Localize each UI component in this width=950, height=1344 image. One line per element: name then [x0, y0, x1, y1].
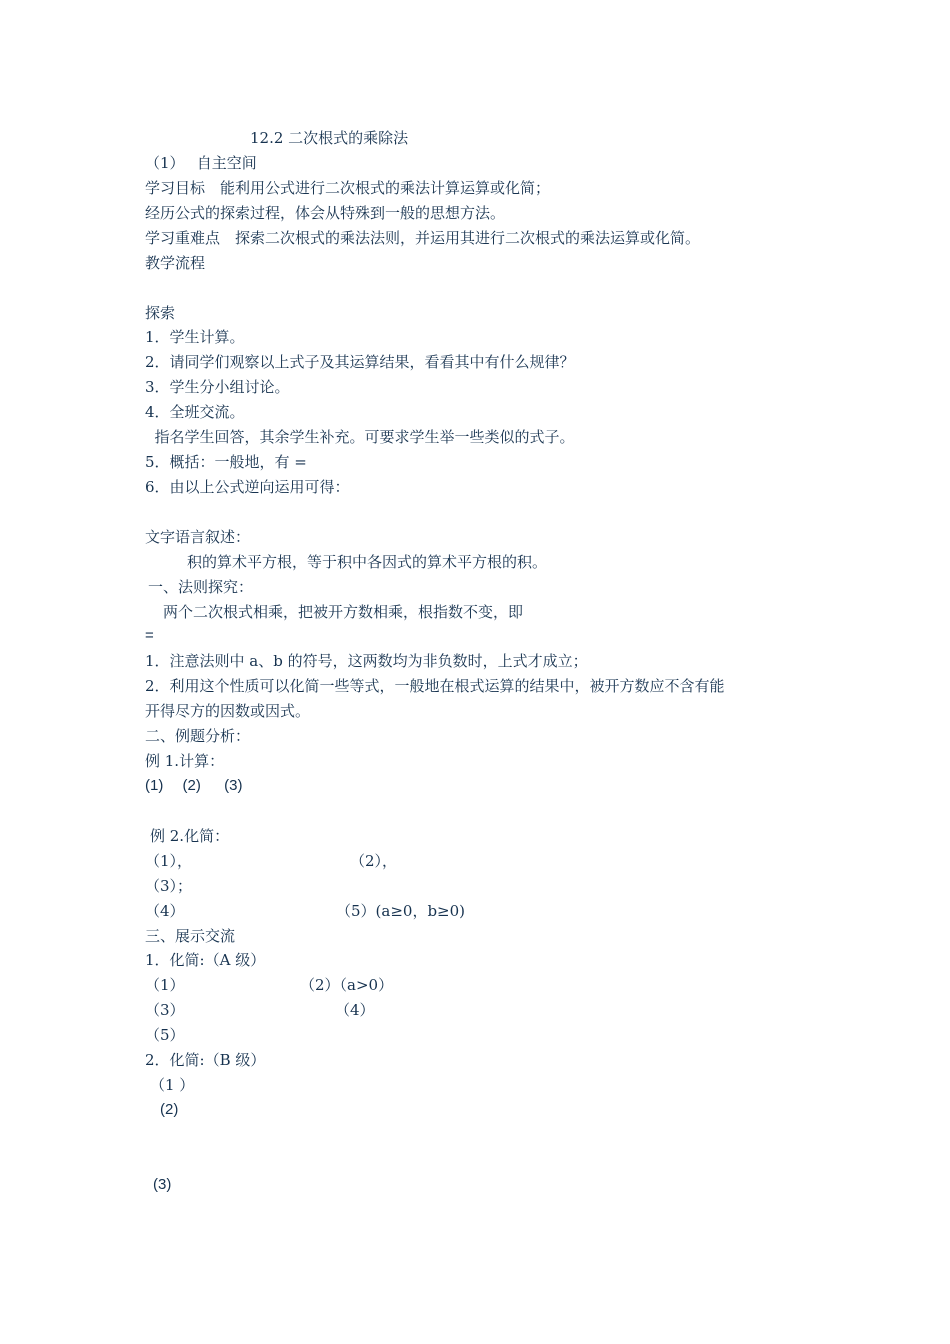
- explore-step-1: 1．学生计算。: [145, 328, 245, 346]
- example-2: 例 2.化简：: [150, 827, 230, 845]
- section-heading: （1） 自主空间: [145, 154, 257, 172]
- doc-title: 12.2 二次根式的乘除法: [250, 129, 409, 147]
- learning-goal: 学习目标 能利用公式进行二次根式的乘法计算运算或化简；: [145, 179, 551, 197]
- rule-equation: =: [145, 627, 154, 644]
- note-2: 2．利用这个性质可以化简一些等式，一般地在根式运算的结果中，被开方数应不含有能: [145, 677, 725, 695]
- show-task-2: 2．化简:（B 级）: [145, 1051, 266, 1069]
- show-task-2-item-1: （1 ）: [150, 1076, 195, 1094]
- example-1-items: (1) (2) (3): [145, 777, 243, 794]
- example-2-item-3: （3）；: [145, 877, 193, 895]
- show-task-1-item-5: （5）: [145, 1026, 185, 1044]
- explore-heading: 探索: [145, 304, 176, 322]
- teaching-process: 教学流程: [145, 254, 206, 272]
- example-2-item-4: （4）: [145, 902, 185, 920]
- key-points: 学习重难点 探索二次根式的乘法法则，并运用其进行二次根式的乘法运算或化简。: [145, 229, 701, 247]
- explore-step-6: 6．由以上公式逆向运用可得：: [145, 478, 350, 496]
- explore-step-4: 4．全班交流。: [145, 403, 245, 421]
- rule-text: 两个二次根式相乘，把被开方数相乘，根指数不变，即: [163, 603, 524, 621]
- rule-heading: 一、法则探究：: [148, 578, 254, 596]
- example-2-item-5: （5）(a≥0，b≥0): [336, 902, 466, 920]
- explore-step-4-note: 指名学生回答，其余学生补充。可要求学生举一些类似的式子。: [145, 428, 575, 446]
- examples-heading: 二、例题分析：: [145, 727, 251, 745]
- learning-goal-2: 经历公式的探索过程，体会从特殊到一般的思想方法。: [145, 204, 506, 222]
- example-1: 例 1.计算：: [145, 752, 225, 770]
- example-2-item-1: （1），: [145, 852, 193, 870]
- show-task-1-item-2: （2）（a>0）: [300, 976, 394, 994]
- show-task-1-item-3: （3）: [145, 1001, 185, 1019]
- explore-step-3: 3．学生分小组讨论。: [145, 378, 290, 396]
- show-task-2-item-3: (3): [153, 1176, 172, 1193]
- note-1: 1．注意法则中 a、b 的符号，这两数均为非负数时，上式才成立；: [145, 652, 588, 670]
- show-task-2-item-2: (2): [160, 1101, 179, 1118]
- show-task-1: 1．化简:（A 级）: [145, 951, 266, 969]
- show-task-1-item-4: （4）: [335, 1001, 375, 1019]
- explore-step-2: 2．请同学们观察以上式子及其运算结果，看看其中有什么规律？: [145, 353, 575, 371]
- explore-step-5: 5．概括：一般地，有 =: [145, 453, 307, 471]
- verbal-text: 积的算术平方根，等于积中各因式的算术平方根的积。: [187, 553, 548, 571]
- show-heading: 三、展示交流: [145, 927, 236, 945]
- example-2-item-2: （2），: [350, 852, 398, 870]
- show-task-1-item-1: （1）: [145, 976, 185, 994]
- note-2-cont: 开得尽方的因数或因式。: [145, 702, 311, 720]
- verbal-heading: 文字语言叙述：: [145, 528, 251, 546]
